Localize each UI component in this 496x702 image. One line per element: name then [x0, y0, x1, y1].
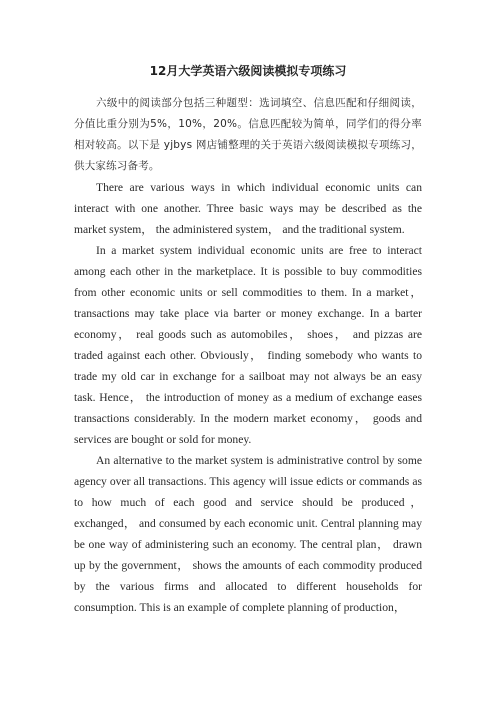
document-title: 12月大学英语六级阅读模拟专项练习	[149, 64, 347, 78]
body-paragraph-1: There are various ways in which individual economic units can interact with one another. Three basic ways may be described as the market system， the administered system， and the traditional system.	[74, 181, 422, 236]
body-paragraph-3: An alternative to the market system is administrative control by some agency over all transactions. This agency will issue edicts or commands as to how much of each good and service should be produced， exchanged， and consumed by each economic unit. Central planning may be one way of administering such an economy. The central plan， drawn up by the government， shows the amounts of each commodity produced by the various firms and allocated to different households for consumption. This is an example of complete planning of production，	[74, 454, 422, 614]
intro-paragraph: 六级中的阅读部分包括三种题型：选词填空、信息匹配和仔细阅读，分值比重分别为5%，10%，20%。信息匹配较为简单，同学们的得分率相对较高。以下是 yjbys 网店铺整理的关于英语六级阅读模拟专项练习，供大家练习备考。	[74, 97, 422, 172]
body-paragraph-2: In a market system individual economic units are free to interact among each other in the marketplace. It is possible to buy commodities from other economic units or sell commodities to them. In a market， transactions may take place via barter or money exchange. In a barter economy， real goods such as automobiles， shoes， and pizzas are traded against each other. Obviously， finding somebody who wants to trade my old car in exchange for a sailboat may not always be an easy task. Hence， the introduction of money as a medium of exchange eases transactions considerably. In the modern market economy， goods and services are bought or sold for money.	[74, 244, 422, 446]
